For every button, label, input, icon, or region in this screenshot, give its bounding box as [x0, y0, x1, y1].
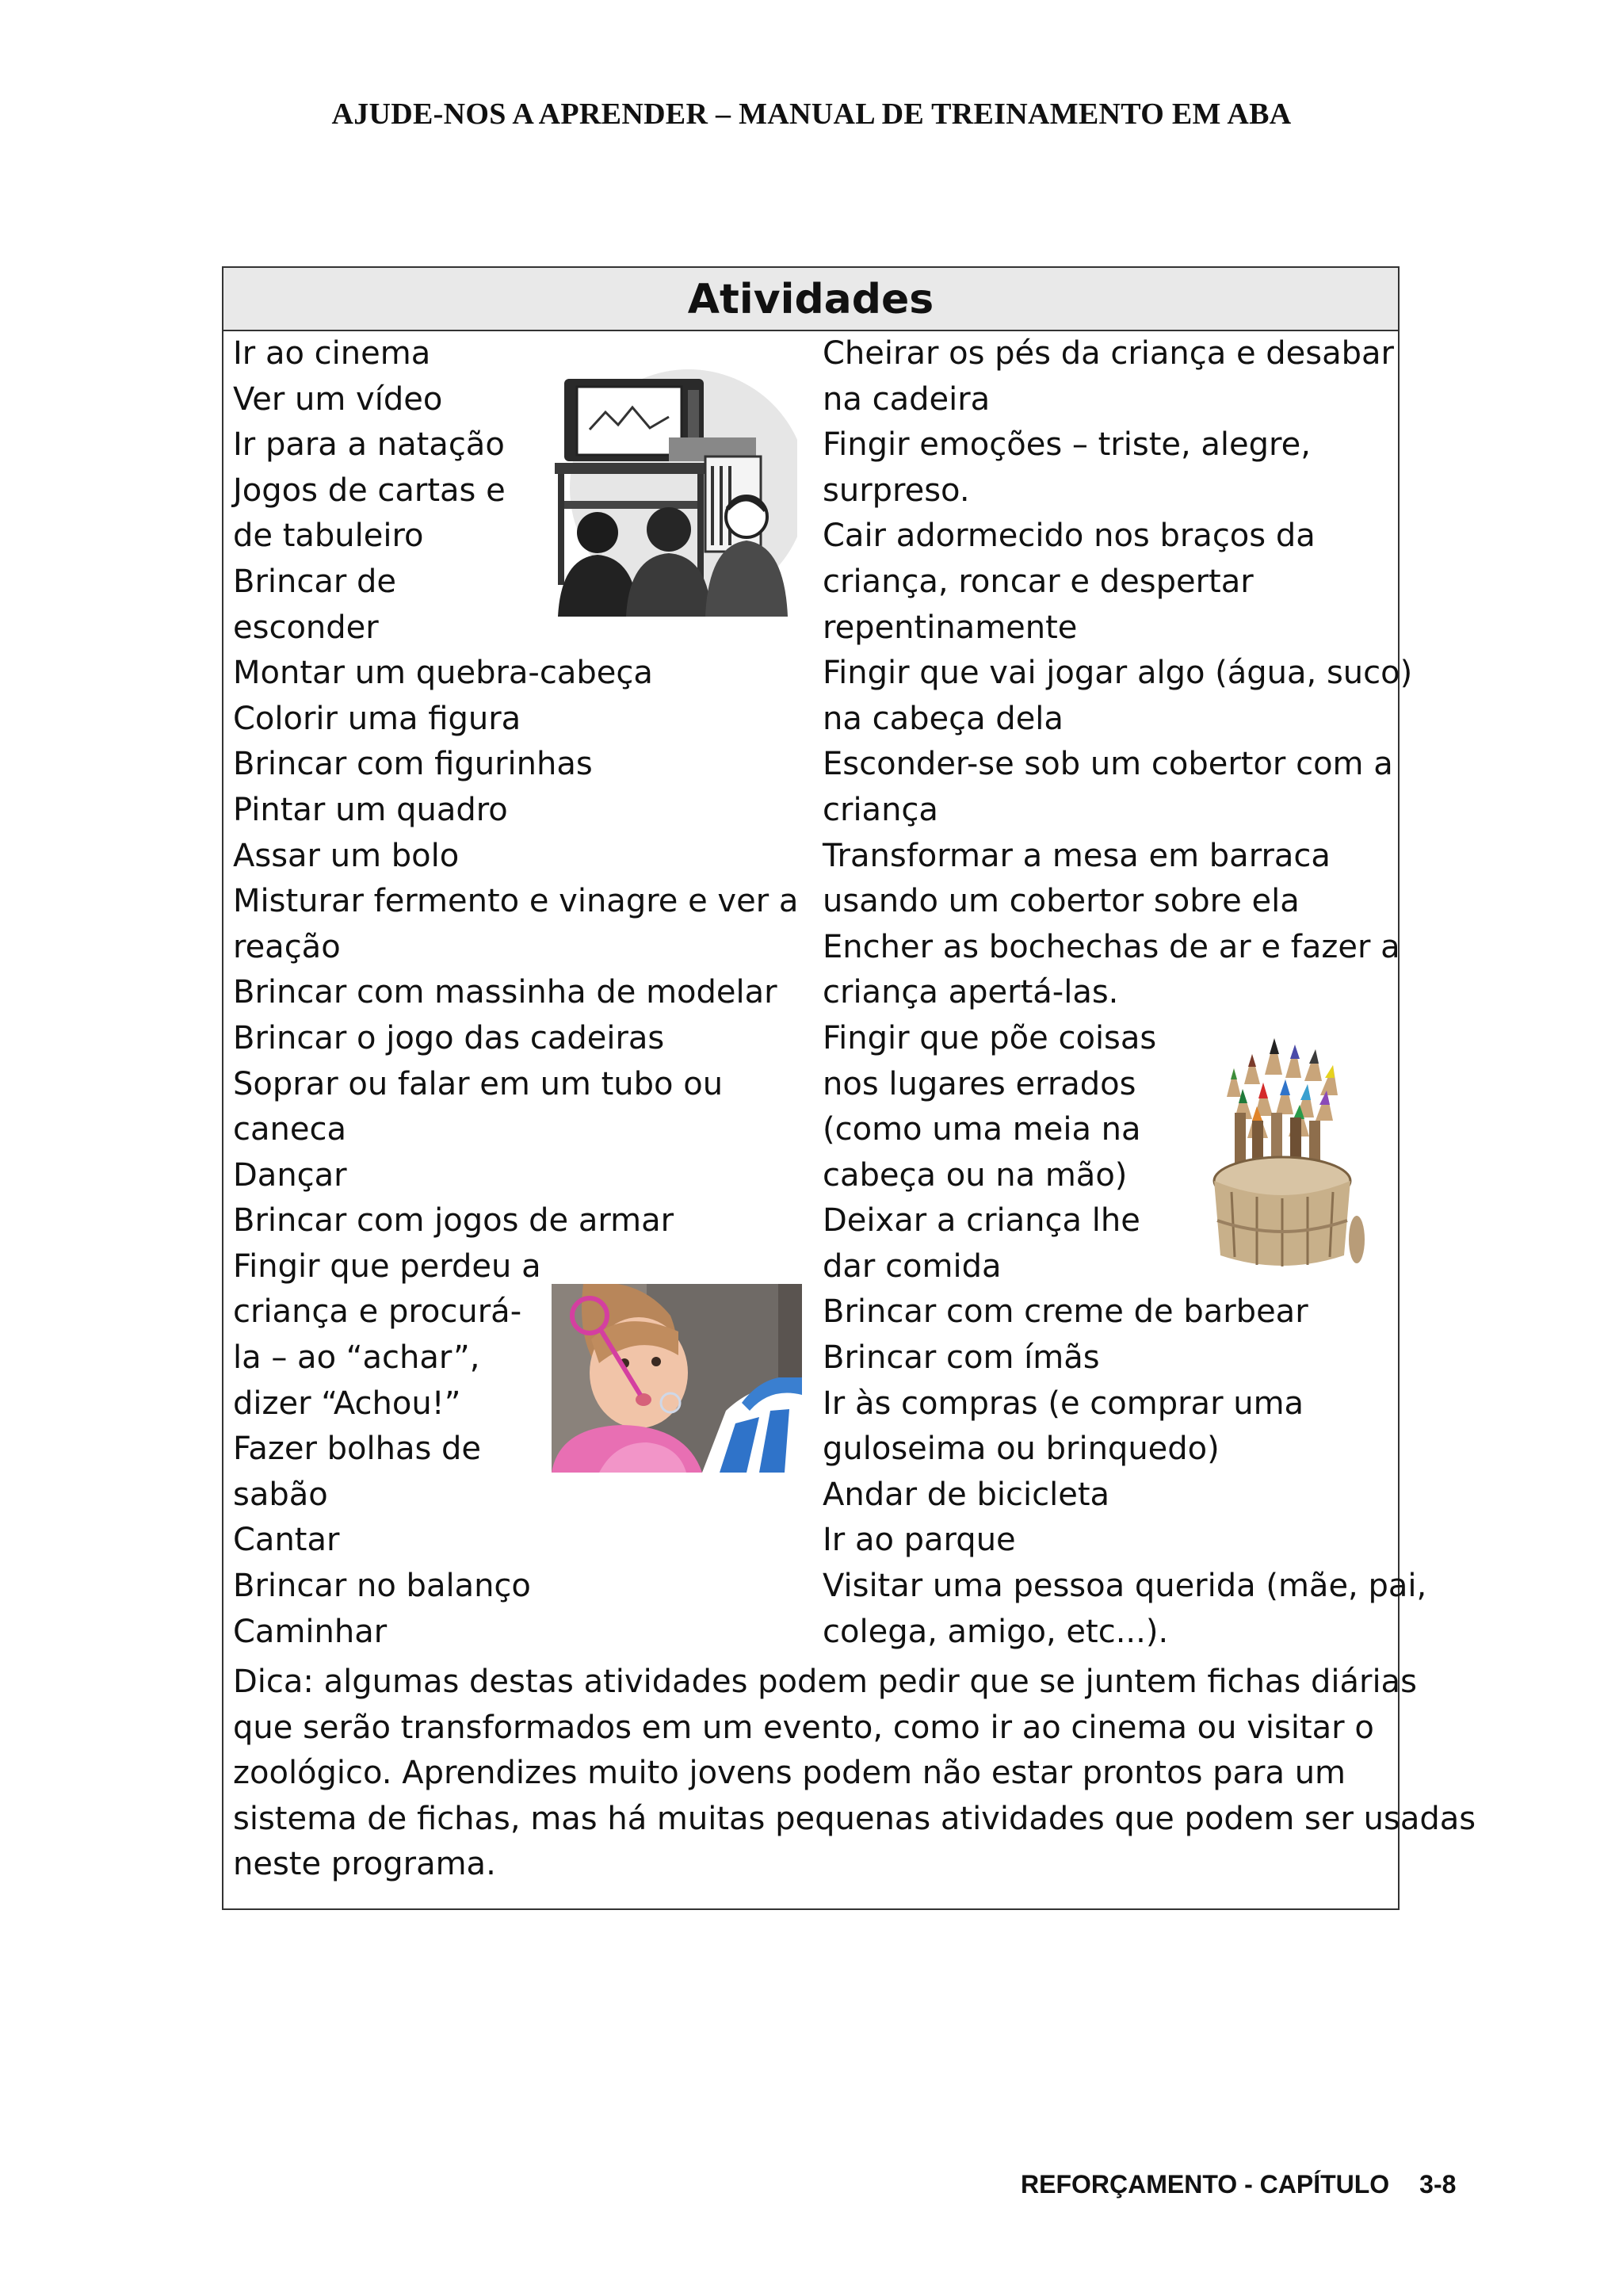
activity-line: Brincar com creme de barbear: [823, 1293, 1308, 1331]
girl-blowing-bubbles-photo: [552, 1284, 802, 1473]
activity-line: Ir para a natação: [233, 426, 505, 464]
activities-title: Atividades: [223, 268, 1398, 331]
activity-line: Colorir uma figura: [233, 700, 521, 737]
activity-line: Ir ao parque: [823, 1522, 1016, 1559]
colored-pencils-photo: [1200, 1002, 1368, 1268]
activity-line: Brincar com jogos de armar: [233, 1202, 674, 1240]
activity-line: caneca: [233, 1111, 346, 1148]
activity-line: Brincar o jogo das cadeiras: [233, 1019, 665, 1056]
activity-line: Fingir que perdeu a: [233, 1247, 541, 1285]
page-header: AJUDE-NOS A APRENDER – MANUAL DE TREINAMENTO EM ABA: [331, 97, 1292, 131]
activity-line: Cair adormecido nos braços da: [823, 518, 1316, 555]
activity-line: Brincar no balanço: [233, 1568, 531, 1605]
activity-line: reação: [233, 928, 341, 965]
activity-line: dar comida: [823, 1247, 1002, 1285]
activity-line: sabão: [233, 1476, 328, 1513]
activity-line: usando um cobertor sobre ela: [823, 883, 1300, 920]
tip-line: Dica: algumas destas atividades podem pedir que se juntem fichas diárias: [233, 1664, 1417, 1700]
activity-line: Brincar de: [233, 563, 397, 600]
activities-box: [222, 266, 1476, 1910]
activity-line: dizer “Achou!”: [233, 1385, 461, 1422]
activity-line: guloseima ou brinquedo): [823, 1431, 1220, 1468]
activity-line: Caminhar: [233, 1613, 388, 1650]
tv-audience-illustration: [550, 361, 797, 617]
activity-line: colega, amigo, etc...).: [823, 1613, 1169, 1650]
footer-section: REFORÇAMENTO - CAPÍTULO: [1021, 2170, 1390, 2199]
activity-line: Transformar a mesa em barraca: [823, 837, 1331, 874]
activity-line: Visitar uma pessoa querida (mãe, pai,: [823, 1568, 1427, 1605]
activity-line: Brincar com ímãs: [823, 1339, 1100, 1377]
activity-line: Montar um quebra-cabeça: [233, 655, 653, 692]
activity-line: Esconder-se sob um cobertor com a: [823, 746, 1393, 783]
activity-line: Misturar fermento e vinagre e ver a: [233, 883, 799, 920]
activity-line: Fazer bolhas de: [233, 1431, 482, 1468]
activity-line: de tabuleiro: [233, 518, 424, 555]
tip-line: zoológico. Aprendizes muito jovens podem não estar prontos para um: [233, 1755, 1346, 1792]
activity-line: Andar de bicicleta: [823, 1476, 1110, 1513]
activity-line: esconder: [233, 609, 379, 646]
activity-line: criança, roncar e despertar: [823, 563, 1254, 600]
tip-line: neste programa.: [233, 1846, 496, 1883]
activity-line: Assar um bolo: [233, 837, 460, 874]
activity-line: (como uma meia na: [823, 1111, 1141, 1148]
activity-line: na cadeira: [823, 380, 991, 418]
activity-line: Ir ao cinema: [233, 335, 431, 372]
page-footer: [1021, 2170, 1456, 2199]
activity-line: Soprar ou falar em um tubo ou: [233, 1065, 724, 1102]
page-number: 3-8: [1419, 2170, 1457, 2199]
activity-line: na cabeça dela: [823, 700, 1064, 737]
activity-line: Pintar um quadro: [233, 791, 508, 828]
activity-line: Cheirar os pés da criança e desabar: [823, 335, 1394, 372]
activity-line: criança apertá-las.: [823, 974, 1119, 1011]
activity-line: Ver um vídeo: [233, 380, 443, 418]
activity-line: Brincar com figurinhas: [233, 746, 593, 783]
tip-line: que serão transformados em um evento, como ir ao cinema ou visitar o: [233, 1709, 1374, 1746]
activity-line: surpreso.: [823, 472, 970, 509]
activity-line: Cantar: [233, 1522, 340, 1559]
tip-paragraph: [233, 1660, 1476, 1888]
activity-line: Deixar a criança lhe: [823, 1202, 1140, 1240]
activity-line: la – ao “achar”,: [233, 1339, 480, 1377]
activity-line: criança: [823, 791, 938, 828]
activity-line: Ir às compras (e comprar uma: [823, 1385, 1304, 1422]
activity-line: Jogos de cartas e: [233, 472, 506, 509]
activity-line: nos lugares errados: [823, 1065, 1136, 1102]
activity-line: cabeça ou na mão): [823, 1156, 1128, 1194]
activity-line: Brincar com massinha de modelar: [233, 974, 777, 1011]
activity-line: Fingir emoções – triste, alegre,: [823, 426, 1311, 464]
activity-line: Dançar: [233, 1156, 347, 1194]
activity-line: Encher as bochechas de ar e fazer a: [823, 928, 1400, 965]
activity-line: repentinamente: [823, 609, 1078, 646]
tip-line: sistema de fichas, mas há muitas pequenas atividades que podem ser usadas: [233, 1800, 1476, 1837]
activity-line: Fingir que vai jogar algo (água, suco): [823, 655, 1413, 692]
activity-line: Fingir que põe coisas: [823, 1019, 1157, 1056]
right-column: [823, 331, 1427, 1655]
activity-line: criança e procurá-: [233, 1293, 522, 1331]
